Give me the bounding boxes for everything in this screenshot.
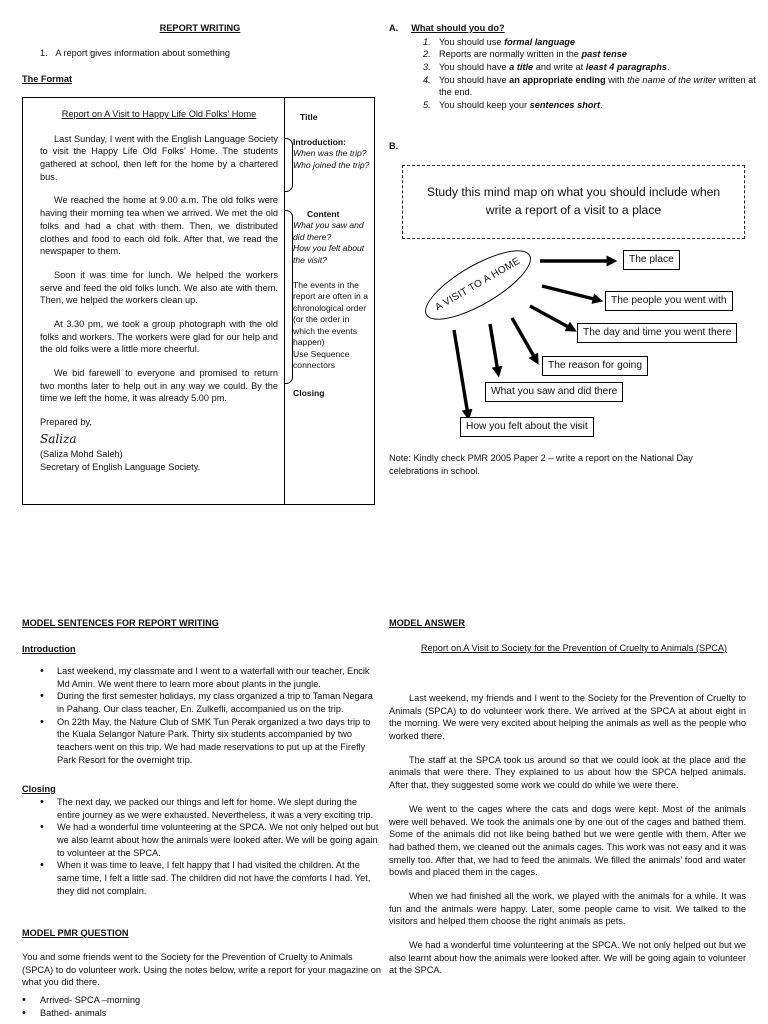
sample-report	[40, 108, 278, 474]
section-a-heading: A. What should you do?	[389, 23, 505, 33]
answer-paragraph: We went to the cages where the cats and dogs were kept. Most of the animals were well behaved. We took the animals one by one out of the cages and bathed them. Some of the animals did not like being bathed but we were gentle with them. After we had bathed them, we cleaned out the animals cages. This work was not easy and it was smelly too. After that, we had to feed the animals. We filled the animals’ food and water bowls and placed them in the cages.	[389, 803, 746, 878]
list-item: • Arrived- SPCA –morning	[22, 994, 382, 1007]
branch-reason: The reason for going	[542, 356, 648, 376]
guideline-item: 5. You should keep your sentences short.	[423, 100, 603, 111]
item-text: A report gives information about something	[55, 48, 231, 58]
introduction-heading: Introduction	[22, 644, 76, 654]
prepared-by: Prepared by,	[40, 417, 92, 428]
closing-heading: Closing	[22, 784, 56, 794]
note: Note: Kindly check PMR 2005 Paper 2 – write a report on the National Day celebrations in school.	[389, 453, 693, 476]
sample-report-paragraph: At 3.30 pm, we took a group photograph with the old folks and workers. The workers were glad for our help and the old folks were a little more cheerful.	[40, 318, 278, 355]
closing-list	[40, 796, 380, 898]
branch-saw-did: What you saw and did there	[485, 382, 623, 402]
content-label: Content	[307, 209, 340, 219]
section-a	[389, 22, 759, 112]
sample-report-heading: Report on A Visit to Happy Life Old Folks’ Home	[61, 109, 257, 119]
model-sentences-heading: MODEL SENTENCES FOR REPORT WRITING	[22, 618, 219, 628]
side-content	[293, 209, 373, 266]
sample-report-paragraph: We bid farewell to everyone and promised to return two months later to help out in any way we could. By the time we left the home, it was already 5.00 pm.	[40, 368, 278, 404]
arrow-to-day-time	[530, 306, 572, 329]
section-b-label: B.	[389, 141, 399, 151]
answer-paragraph: When we had finished all the work, we played with the animals for a while. It was fun and the animals were happy. Later, some people came to visit. We talked to the visitors and helped them choose the right animals as pets.	[389, 890, 746, 927]
model-answer-title: Report on A Visit to Society for the Prevention of Cruelty to Animals (SPCA)	[420, 643, 728, 653]
guidelines-list	[389, 36, 759, 112]
arrow-to-reason	[512, 318, 536, 360]
author-name: (Saliza Mohd Saleh)	[40, 449, 123, 460]
mind-map-center: A VISIT TO A HOME	[416, 238, 540, 333]
answer-paragraph: The staff at the SPCA took us around so that we could look at the place and the animals that were there. They explained to us about how the SPCA helped animals. After that, they suggested some work we could do while we were there.	[389, 754, 746, 791]
answer-paragraph: Last weekend, my friends and I went to the Society for the Prevention of Cruelty to Animals (SPCA) to do volunteer work there. We arrived at the SPCA at about eight in the morning. We were very excited about helping the animals as well as the people who worked there.	[389, 693, 746, 742]
branch-people: The people you went with	[605, 291, 733, 311]
mind-map-instruction-box	[402, 165, 745, 239]
intro-brace	[284, 138, 293, 192]
model-answer-body	[389, 692, 746, 988]
author-position: Secretary of English Language Society.	[40, 461, 201, 472]
list-item: • On 22th May, the Nature Club of SMK Tun Perak organized a two days trip to the Kuala Selangor Nature Park. Thirty six students accompanied by two teachers went on this trip. We had made reservations to put up at the Firefly Park Resort for the overnight trip.	[40, 716, 380, 767]
report-definition	[40, 47, 230, 60]
item-number: 1.	[40, 48, 48, 58]
mind-map-title: Study this mind map on what you should include when write a report of a visit to a place	[426, 185, 721, 217]
arrow-to-saw-did	[490, 324, 498, 372]
list-item: • We had a wonderful time volunteering at the SPCA. We not only helped out but we also learnt about how the animals were looked after. We will be going again to volunteer at the SPCA.	[40, 821, 380, 859]
model-answer-heading: MODEL ANSWER	[389, 618, 466, 628]
sample-report-paragraph: Last Sunday, I went with the English Language Society to visit the Happy Life Old Folks’ Home. The students gathered at school, then left for the home by a chartered bus.	[40, 133, 278, 182]
intro-label: Introduction:	[293, 137, 346, 147]
list-item: • Last weekend, my classmate and I went to a waterfall with our teacher, Encik Md Amin. We went there to learn more about plants in the jungle.	[40, 665, 380, 690]
format-heading: The Format	[22, 74, 73, 84]
answer-paragraph: We had a wonderful time volunteering at the SPCA. We not only helped out but we also learnt about how the animals were looked after. We will be going again to volunteer at the SPCA.	[389, 940, 746, 976]
signature: Saliza	[40, 431, 77, 446]
side-title-label: Title	[300, 112, 318, 122]
branch-felt: How you felt about the visit	[460, 417, 594, 437]
guideline-item: 2. Reports are normally written in the past tense	[423, 49, 627, 60]
branch-place: The place	[623, 250, 680, 270]
guideline-item: 1. You should use formal language	[423, 36, 576, 47]
pmr-notes-list	[22, 994, 382, 1019]
arrow-to-people	[542, 286, 598, 300]
introduction-list	[40, 665, 380, 767]
events-notes: The events in the report are often in a chronological order (or the order in which the events happen) Use Sequence connectors	[293, 280, 369, 370]
report-writing-title: REPORT WRITING	[159, 23, 241, 33]
intro-notes: When was the trip? Who joined the trip?	[293, 148, 370, 170]
list-item: • When it was time to leave, I felt happy that I had visited the children. At the same time, I felt a little sad. The children did not have the comforts I had. Yet, they did not complain.	[40, 859, 380, 897]
sample-report-paragraph: Soon it was time for lunch. We helped the workers serve and feed the old folks lunch. We also ate with them. Then, we helped the workers clean up.	[40, 269, 278, 306]
guideline-item: 3. You should have a title and write at least 4 paragraphs.	[423, 62, 670, 73]
side-intro	[293, 137, 373, 171]
list-item: • During the first semester holidays, my class organized a trip to Taman Negara in Pahang. Our class teacher, En. Zulkefli, accompanied us on the trip.	[40, 690, 380, 715]
side-closing: Closing	[293, 388, 325, 398]
pmr-question-heading: MODEL PMR QUESTION	[22, 928, 129, 938]
branch-day-time: The day and time you went there	[577, 323, 737, 343]
list-item: • The next day, we packed our things and left for home. We slept during the entire journey as we were exhausted. Nevertheless, it was a very exciting trip.	[40, 796, 380, 821]
list-item: • Bathed- animals	[22, 1007, 382, 1020]
sample-report-paragraph: We reached the home at 9.00 a.m. The old folks were having their morning tea when we arrived. We met the old folks and had a chat with them. Then, we distributed clothes and food to each old folk. After that, we read the newspaper to them.	[40, 195, 278, 257]
guideline-item: 4. You should have an appropriate ending with the name of the writer written at the end.	[423, 74, 756, 98]
arrow-to-felt	[454, 330, 468, 415]
content-notes: What you saw and did there? How you felt about the visit?	[293, 220, 365, 265]
pmr-question-text: You and some friends went to the Society for the Prevention of Cruelty to Animals (SPCA) to do volunteer work. Using the notes below, write a report for your magazine on what you did there.	[22, 952, 381, 988]
content-brace	[284, 210, 293, 384]
